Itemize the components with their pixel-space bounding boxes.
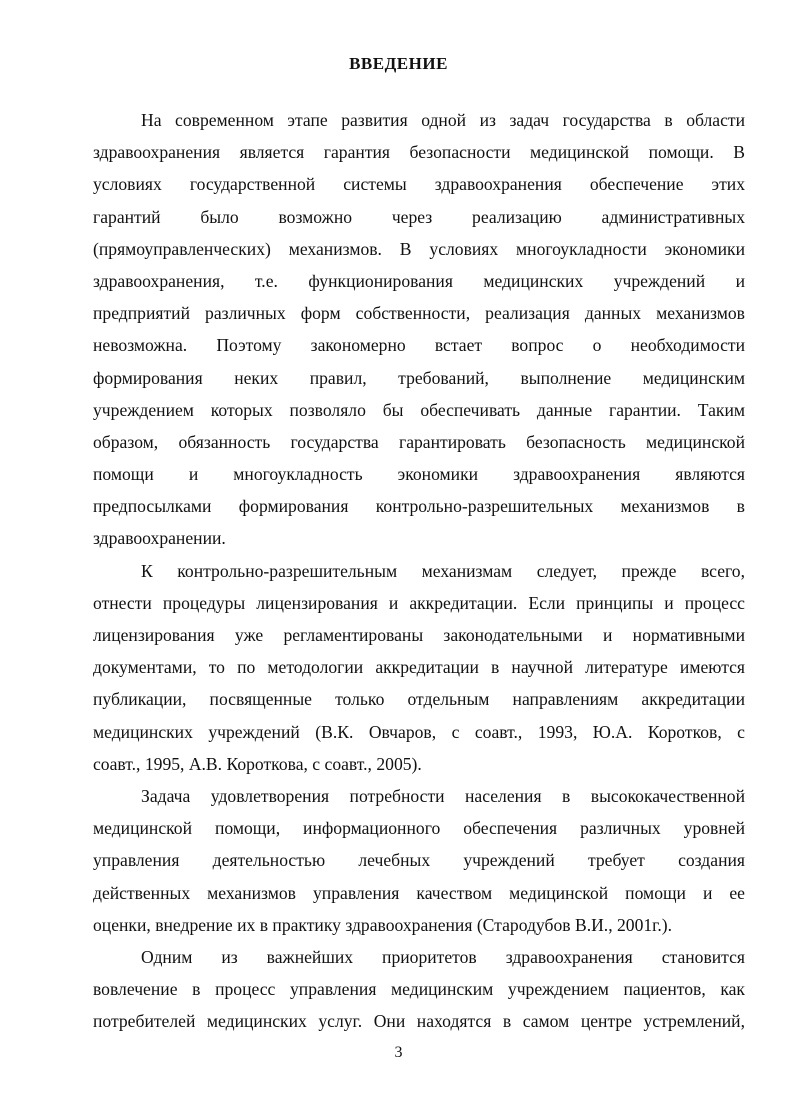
page-number: 3: [394, 1044, 403, 1061]
paragraph-1-line: учреждением которых позволяло бы обеспечивать данные гарантии. Таким: [93, 399, 745, 420]
paragraph-3-line: медицинской помощи, информационного обеспечения различных уровней: [93, 818, 745, 839]
paragraph-1-line: формирования неких правил, требований, выполнение медицинским: [93, 367, 745, 388]
page-title: ВВЕДЕНИЕ: [349, 54, 448, 73]
paragraph-1-line: образом, обязанность государства гарантировать безопасность медицинской: [93, 431, 745, 452]
paragraph-2-line: лицензирования уже регламентированы законодательными и нормативными: [93, 625, 745, 645]
paragraph-1-line: условиях государственной системы здравоохранения обеспечение этих: [93, 174, 745, 195]
paragraph-1-line: здравоохранения является гарантия безопасности медицинской помощи. В: [93, 142, 745, 163]
paragraph-3-line: оценки, внедрение их в практику здравоохранения (Стародубов В.И., 2001г.).: [93, 914, 673, 935]
paragraph-1-line: На современном этапе развития одной из задач государства в области: [141, 110, 745, 130]
paragraph-2-line: документами, то по методологии аккредитации в научной литературе имеются: [93, 657, 745, 678]
paragraph-1-line: предприятий различных форм собственности, реализация данных механизмов: [93, 303, 745, 324]
paragraph-1-line: предпосылками формирования контрольно-разрешительных механизмов в: [93, 496, 745, 517]
paragraph-2-line: К контрольно-разрешительным механизмам следует, прежде всего,: [141, 560, 745, 581]
paragraph-3-line: управления деятельностью лечебных учреждений требует создания: [93, 850, 745, 871]
paragraph-1-line: гарантий было возможно через реализацию административных: [93, 206, 745, 227]
paragraph-1-line: невозможна. Поэтому закономерно встает вопрос о необходимости: [93, 335, 745, 356]
paragraph-3-line: Задача удовлетворения потребности населения в высококачественной: [141, 785, 745, 806]
paragraph-3-line: действенных механизмов управления качеством медицинской помощи и ее: [93, 882, 745, 903]
paragraph-1-line: здравоохранении.: [93, 528, 226, 549]
paragraph-4-line: вовлечение в процесс управления медицинским учреждением пациентов, как: [93, 979, 745, 1000]
paragraph-4-line: Одним из важнейших приоритетов здравоохранения становится: [141, 946, 745, 967]
paragraph-2-line: соавт., 1995, А.В. Короткова, с соавт., 2005).: [93, 753, 422, 774]
paragraph-1-line: помощи и многоукладность экономики здравоохранения являются: [93, 464, 745, 485]
paragraph-2-line: отнести процедуры лицензирования и аккредитации. Если принципы и процесс: [93, 592, 745, 613]
paragraph-2-line: медицинских учреждений (В.К. Овчаров, с соавт., 1993, Ю.А. Коротков, с: [93, 721, 745, 742]
paragraph-1-line: здравоохранения, т.е. функционирования медицинских учреждений и: [93, 270, 745, 291]
paragraph-2-line: публикации, посвященные только отдельным направлениям аккредитации: [93, 689, 745, 710]
body-text: [93, 104, 745, 1037]
paragraph-4-line: потребителей медицинских услуг. Они находятся в самом центре устремлений,: [93, 1011, 745, 1032]
paragraph-1-line: (прямоуправленческих) механизмов. В условиях многоукладности экономики: [93, 238, 745, 259]
